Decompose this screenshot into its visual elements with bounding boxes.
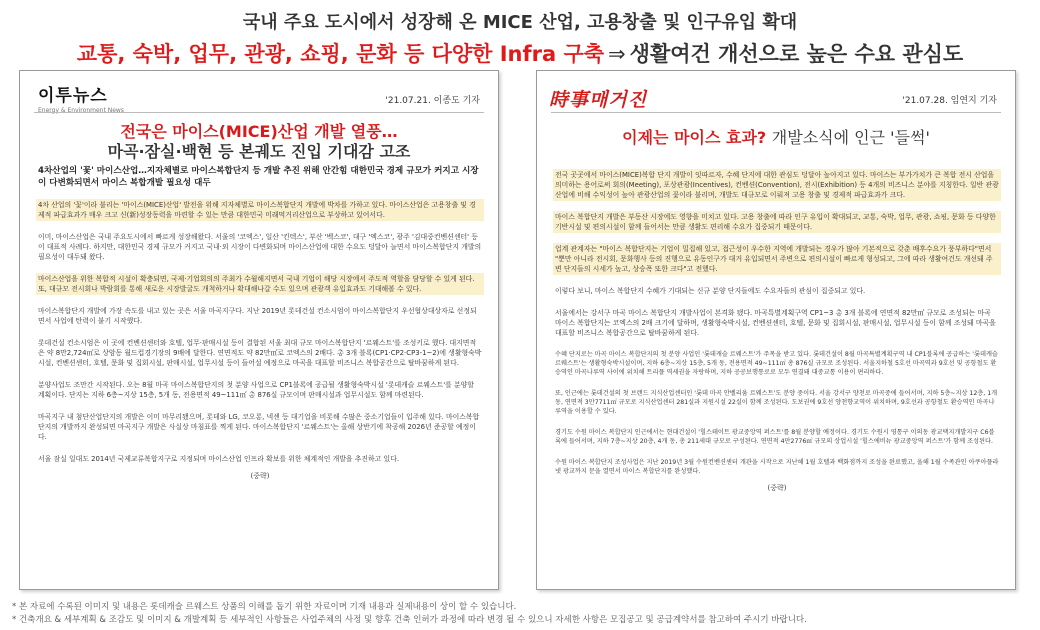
article-paragraph: 서울에서는 강서구 마곡 마이스 복합단지 개발사업이 본격화 됐다. 마곡특별계획구역 CP1~3 총 3개 블록에 연면적 82만㎡ 규모로 조성되는 마곡 마이스 복합단지는 코엑스의 2배 크기에 달하며, 생활형숙박시설, 컨벤션센터, 호텔, 문화 및 집회시설, 판매시설, 업무시설 등이 함께 조성돼 마곡을 대표할 비즈니스 복합공간으로 탈바꿈하게 된다. <box>555 309 996 337</box>
article-right <box>536 70 1016 590</box>
footnote: * 본 자료에 수록된 이미지 및 내용은 롯데캐슬 르웨스트 상품의 이해를 돕기 위한 자료이며 기재 내용과 실제내용이 상이 할 수 있습니다. <box>12 602 517 612</box>
article-paragraph: 마이스복합단지 개발에 가장 속도를 내고 있는 곳은 서울 마곡지구다. 지난 2019년 롯데건설 컨소시엄이 마이스복합단지 우선협상대상자로 선정되면서 사업에 탄력이 붙기 시작했다. <box>38 307 477 325</box>
footnote: * 건축개요 & 세부계획 & 조감도 및 이미지 & 개발계획 등 세부적인 사항들은 사업주체의 사정 및 향후 건축 인허가 과정에 따라 변경 될 수 있으니 자세한 사항은 모집공고 및 공급계약서를 참고하여 주시기 바랍니다. <box>12 615 807 625</box>
article-paragraph: 수원 마이스 복합단지 조성사업은 지난 2019년 3월 수원컨벤션센터 개관을 시작으로 지난해 1월 호텔과 백화점까지 조성을 완료했고, 올해 1월 수족관인 아쿠아플라넷 광교까지 문을 열면서 마이스 복합단지를 완성했다. <box>555 459 999 475</box>
divider <box>34 112 484 113</box>
article-body <box>36 165 484 481</box>
article-body <box>553 169 1001 493</box>
article-paragraph: 롯데건설 컨소시엄은 이 곳에 컨벤션센터와 호텔, 업무·판매시설 등이 결합된 서울 최대 규모 마이스복합단지 '르웨스트'를 조성키로 했다. 대지면적은 약 8만2,724㎡로 상암동 월드컵경기장의 9배에 달한다. 연면적도 약 82만㎡로 코엑스의 2배다. 총 3개 블록(CP1·CP2·CP3-1~2)에 생활형숙박시설, 컨벤션센터, 호텔, 문화 및 집회시설, 판매시설, 업무시설 등이 들어설 예정으로 마곡을 대표할 비즈니스 복합공간으로 탈바꿈하게 된다. <box>38 339 482 367</box>
arrow-icon: ⇒ <box>608 42 626 66</box>
article-paragraph: 마곡지구 내 첨단산업단지의 개발은 이미 마무리됐으며, 롯데와 LG, 코오롱, 넥센 등 대기업을 비롯해 수많은 중소기업들이 입주해 있다. 마이스복합단지의 개발까지 완성되면 마곡지구 개발은 사실상 마침표를 찍게 된다. 마이스복합단지 '르웨스트'는 올해 상반기에 착공해 2026년 준공할 예정이다. <box>38 413 480 441</box>
article-paragraph: 분양사업도 조만간 시작된다. 오는 8월 마곡 마이스복합단지의 첫 분양 사업으로 CP1블록에 공급될 생활형숙박시설 '롯데캐슬 르웨스트'를 분양할 계획이다. 단지는 지하 6층~지상 15층, 5개 동, 전용면적 49~111㎡ 총 876실 규모이며 판매시설과 업무시설도 함께 마련된다. <box>38 381 474 399</box>
article-headline: 전국은 마이스(MICE)산업 개발 열풍… <box>120 122 398 141</box>
page-title: 국내 주요 도시에서 성장해 온 MICE 산업, 고용창출 및 인구유입 확대 <box>242 12 798 33</box>
article-paragraph: 마이스산업을 위한 복합적 시설이 확충되면, 국제·기업회의의 주최가 수월해지면서 국내 기업이 해당 시장에서 주도적 역할을 담당할 수 있게 된다. 또, 대규모 전시회나 박람회를 통해 새로운 시장발굴도 개척하거나 확대해나갈 수도 있으며 관광객 유입효과도 기대해볼 수 있다. <box>36 273 484 295</box>
omission-mark: (중략) <box>767 484 787 492</box>
page-subtitle <box>0 38 1040 68</box>
article-paragraph: 이렇다 보니, 마이스 복합단지 수혜가 기대되는 신규 분양 단지들에도 수요자들의 관심이 집중되고 있다. <box>555 287 866 295</box>
article-paragraph: 또, 인근에는 롯데건설의 첫 브랜드 지식산업센터인 '롯데 마곡 안벨리움 르웨스트'도 분양 중이다. 서울 강서구 양천로 마곡중에 들어서며, 지하 5층~지상 12층, 1개 동, 연면적 3만7711㎡ 규모로 지식산업센터 281실과 지원시설 22실이 함께 조성된다. 도보권에 9호선 양천향교역이 위치하며, 9호선과 공항철도 환승역인 마곡나루역을 이용할 수 있다. <box>555 390 998 415</box>
article-paragraph: 서울 잠실 일대도 2014년 국제교류복합지구로 지정되며 마이스산업 인프라 확보를 위한 체계적인 개발을 추진하고 있다. <box>38 455 400 463</box>
article-paragraph: 4차 산업의 '꽃'이라 불리는 '마이스(MICE)산업' 발전을 위해 지자체별로 마이스복합단지 개발에 박차를 가하고 있다. 마이스산업은 고용창출 및 경제적 파급효과가 매우 크고 신(新)성장동력을 마련할 수 있는 만큼 대한민국 미래먹거리산업으로 부상하고 있어서다. <box>36 199 484 221</box>
article-headline: 이제는 마이스 효과? 개발소식에 인근 '들썩' <box>622 128 930 147</box>
article-paragraph: 수혜 단지로는 마곡 마이스 복합단지의 첫 분양 사업인 '롯데캐슬 르웨스트'가 주목을 받고 있다. 롯데건설이 8월 마곡특별계획구역 내 CP1블록에 공급하는 '롯데캐슬 르웨스트'는 생활형숙박시설이며, 지하 6층~지상 15층, 5개 동, 전용면적 49~111㎡ 총 876실 규모로 조성된다. 서울지하철 5호선 마곡역과 9호선 및 공항철도 환승역인 마곡나루역 사이에 위치해 트리플 역세권을 자랑하며, 지하 공공보행통로로 모두 연결돼 대중교통 이용이 편리하다. <box>555 351 998 376</box>
article-paragraph: 마이스 복합단지 개발은 부동산 시장에도 영향을 미치고 있다. 고용 창출에 따라 인구 유입이 확대되고, 교통, 숙박, 업무, 관광, 쇼핑, 문화 등 다양한 기반시설 및 편의시설이 함께 들어서는 만큼 생활도 편리해 수요가 집중되기 때문이다. <box>553 211 1001 233</box>
article-paragraph: 이미, 마이스산업은 국내 주요도시에서 빠르게 성장해왔다. 서울의 '코엑스', 일산 '킨텍스', 부산 '벡스코', 대구 '엑스코', 광주 '김대중컨벤션센터' 등이 대표적 사례다. 하지만, 대한민국 경제 규모가 커지고 국내·외 시장이 다변화되며 마이스산업에 대한 수요도 덩달아 늘면서 마이스복합단지 개발의 필요성이 대두돼 왔다. <box>38 233 482 261</box>
article-left <box>19 70 499 590</box>
newspaper-logo-etoo: 이투뉴스 Energy & Environment News <box>38 86 124 114</box>
article-subheadline: 마곡·잠실·백현 등 본궤도 진입 기대감 고조 <box>107 142 411 161</box>
article-paragraph: 업계 관계자는 "마이스 복합단지는 기업이 밀집해 있고, 접근성이 우수한 지역에 개발되는 경우가 많아 기본적으로 갖춘 배후수요가 풍부하다"면서 "뿐만 아니라 전시회, 문화행사 등의 진행으로 유동인구가 대거 유입되면서 주변으로 편의시설이 빠르게 형성되고, 그에 따라 생활여건도 개선돼 주변 단지들의 시세가 높고, 상승폭 또한 크다"고 전했다. <box>553 243 1001 275</box>
article-paragraph: 경기도 수원 마이스 복합단지 인근에서는 현대건설이 '힐스테이트 광교중앙역 퍼스트'를 8월 분양할 예정이다. 경기도 수원시 영통구 이의동 광교택지개발지구 C6블록에 들어서며, 지하 7층~지상 20층, 4개 동, 총 211세대 규모로 구성된다. 연면적 4만2776㎡ 규모의 상업시설 '힐스에비뉴 광교중앙역 퍼스트'가 함께 조성된다. <box>555 429 995 445</box>
article-byline: '21.07.21. 이종도 기자 <box>385 96 480 106</box>
article-lead: 4차산업의 '꽃' 마이스산업…지자체별로 마이스복합단지 등 개발 추진 위해 안간힘 대한민국 경제 규모가 커지고 시장이 다변화되면서 마이스 복합개발 필요성 대두 <box>38 166 479 188</box>
omission-mark: (중략) <box>250 472 270 480</box>
divider <box>551 112 1001 113</box>
newspaper-logo-sisa: 時事매거진 <box>549 89 648 111</box>
article-byline: '21.07.28. 임연지 기자 <box>902 96 997 106</box>
subtitle-highlight: 교통, 숙박, 업무, 관광, 쇼핑, 문화 등 다양한 Infra 구축 <box>76 42 605 66</box>
article-paragraph: 전국 곳곳에서 마이스(MICE)복합 단지 개발이 잇따르자, 수혜 단지에 대한 관심도 덩달아 높아지고 있다. 마이스는 부가가치가 큰 복합 전시 산업을 의미하는 용어로써 회의(Meeting), 포상관광(Incentives), 컨벤션(Convention), 전시(Exhibition) 등 4개의 비즈니스 분야를 지칭한다. 일반 관광 산업에 비해 수익성이 높아 관광산업의 꽃이라 불리며, 개발도 대규모로 이뤄져 고용 창출 및 경제적 파급효과가 크다. <box>553 169 1001 201</box>
subtitle-rest: 생활여건 개선으로 높은 수요 관심도 <box>629 42 964 66</box>
